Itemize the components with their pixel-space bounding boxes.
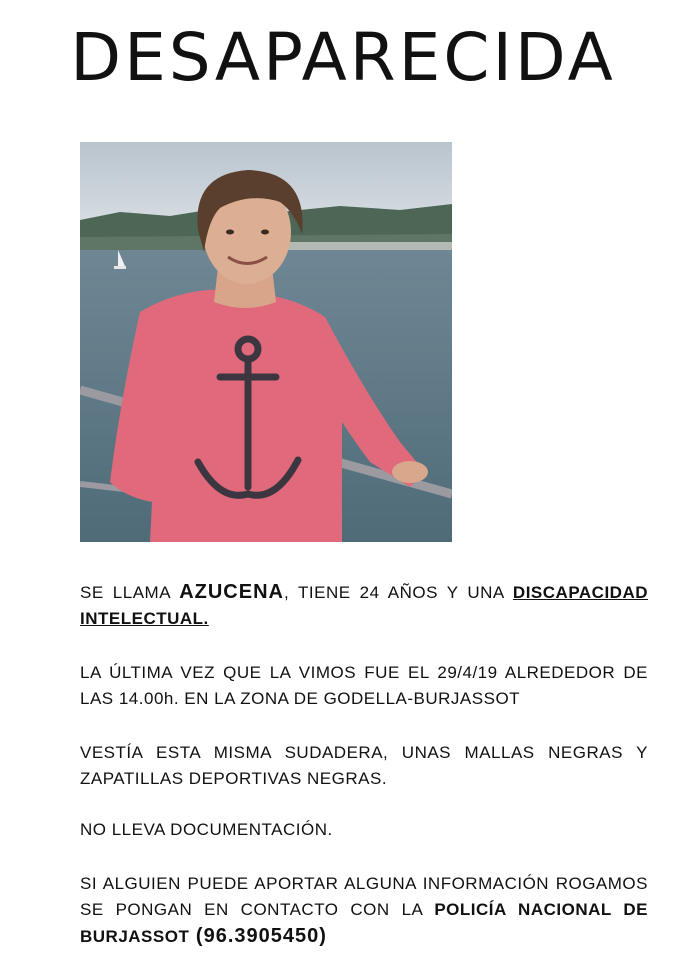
identity-paragraph <box>80 579 648 632</box>
missing-person-photo <box>80 142 452 542</box>
identity-mid: , TIENE 24 AÑOS Y UNA <box>283 583 513 602</box>
documentation-paragraph: NO LLEVA DOCUMENTACIÓN. <box>80 820 333 839</box>
contact-lead: SI ALGUIEN PUEDE APORTAR ALGUNA INFORMACIÓN ROGAMOS SE PONGAN EN CONTACTO CON LA <box>80 874 648 919</box>
clothing-paragraph: VESTÍA ESTA MISMA SUDADERA, UNAS MALLAS NEGRAS Y ZAPATILLAS DEPORTIVAS NEGRAS. <box>80 743 648 788</box>
poster-title: DESAPARECIDA <box>70 19 616 96</box>
person-name: AZUCENA <box>179 581 284 603</box>
last-seen-paragraph: LA ÚLTIMA VEZ QUE LA VIMOS FUE EL 29/4/19 ALREDEDOR DE LAS 14.00h. EN LA ZONA DE GODELLA-BURJASSOT <box>80 663 648 708</box>
condition-text: DISCAPACIDAD INTELECTUAL. <box>80 583 648 628</box>
phone-number: (96.3905450) <box>189 925 327 947</box>
police-contact: POLICÍA NACIONAL DE BURJASSOT <box>80 900 648 946</box>
identity-lead: SE LLAMA <box>80 583 180 602</box>
contact-paragraph <box>80 871 648 950</box>
